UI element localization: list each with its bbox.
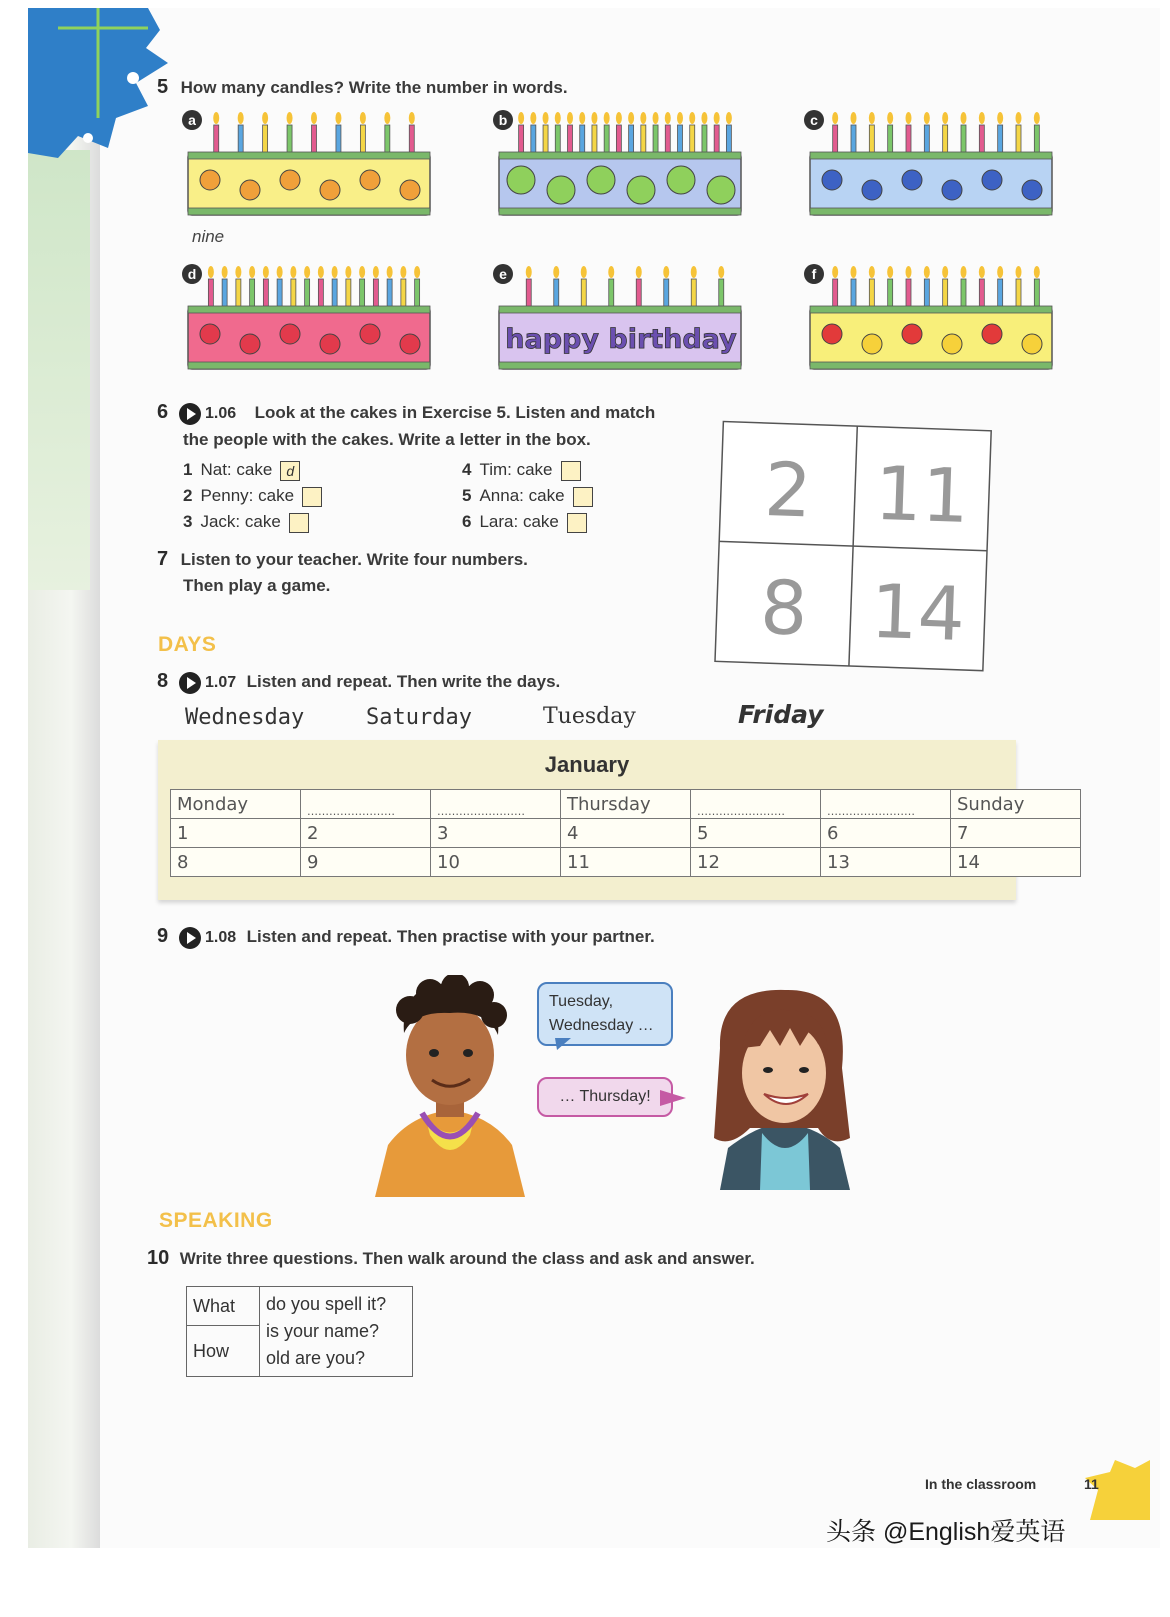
calendar-cell: 4 <box>561 819 691 848</box>
section-heading-speaking: SPEAKING <box>159 1209 273 1232</box>
candle <box>689 112 695 153</box>
candle <box>530 112 536 153</box>
cake-decoration <box>707 176 735 204</box>
answer-box[interactable]: d <box>280 461 300 481</box>
calendar-table <box>170 789 1081 877</box>
calendar-header-blank[interactable]: …………………… <box>431 790 561 819</box>
item-label: Lara: cake <box>479 512 559 531</box>
answer-box[interactable] <box>573 487 593 507</box>
watermark-text: 头条 @English爱英语 <box>826 1518 1066 1546</box>
day-word: Tuesday <box>543 704 636 729</box>
calendar-cell: 6 <box>821 819 951 848</box>
corner-splash-decoration <box>28 8 178 158</box>
cake-c <box>808 108 1056 223</box>
cake-decoration <box>902 324 922 344</box>
candle <box>869 266 875 307</box>
cake-body <box>499 153 741 215</box>
candle <box>701 112 707 153</box>
candle <box>238 112 244 153</box>
calendar-cell: 3 <box>431 819 561 848</box>
candle <box>359 266 365 307</box>
cake-decoration <box>587 166 615 194</box>
question-word: What <box>187 1287 260 1326</box>
candle <box>636 266 642 307</box>
candle <box>409 112 415 153</box>
candle <box>555 112 561 153</box>
bubble-tail <box>553 1038 573 1052</box>
candle <box>263 266 269 307</box>
cake-b <box>497 108 745 223</box>
answer-box[interactable] <box>561 461 581 481</box>
candle <box>653 112 659 153</box>
cake-decoration <box>942 334 962 354</box>
calendar-header-cell: Sunday <box>951 790 1081 819</box>
calendar-header-row <box>171 790 1081 819</box>
candle <box>726 112 732 153</box>
candle <box>581 266 587 307</box>
calendar-cell: 7 <box>951 819 1081 848</box>
cake-decoration <box>280 170 300 190</box>
calendar-cell: 5 <box>691 819 821 848</box>
candle <box>832 112 838 153</box>
cake-decoration <box>547 176 575 204</box>
exercise-7-header <box>157 548 528 571</box>
candle <box>616 112 622 153</box>
exercise-number: 6 <box>157 401 169 423</box>
answer-box[interactable] <box>289 513 309 533</box>
candle <box>851 112 857 153</box>
grid-number: 11 <box>873 450 971 541</box>
cake-drawing <box>497 108 745 223</box>
exercise-9-header <box>157 925 655 949</box>
item-number: 6 <box>462 512 472 531</box>
candle <box>579 112 585 153</box>
bubble-text-line1: Tuesday, <box>549 993 614 1010</box>
candle <box>997 266 1003 307</box>
calendar-cell: 9 <box>301 848 431 877</box>
candle <box>887 266 893 307</box>
candle <box>304 266 310 307</box>
exercise-5-header <box>157 76 568 99</box>
cake-decoration <box>400 334 420 354</box>
candle <box>961 266 967 307</box>
calendar-row <box>171 848 1081 877</box>
candle <box>942 112 948 153</box>
cake-decoration <box>320 334 340 354</box>
question-ending: do you spell it? <box>266 1294 387 1314</box>
cake-decoration <box>1022 180 1042 200</box>
item-number: 1 <box>183 460 193 479</box>
calendar-cell: 13 <box>821 848 951 877</box>
cake-drawing <box>186 108 434 223</box>
item-label: Penny: cake <box>200 486 295 505</box>
cake-f <box>808 262 1056 377</box>
cake-decoration <box>320 180 340 200</box>
exercise-instruction: Write three questions. Then walk around the class and ask and answer. <box>179 1249 755 1268</box>
candle <box>400 266 406 307</box>
cake-decoration <box>822 324 842 344</box>
item-label: Jack: cake <box>200 512 281 531</box>
exercise-number: 10 <box>147 1247 170 1269</box>
exercise-instruction: Listen and repeat. Then practise with your partner. <box>246 927 655 946</box>
match-item <box>183 512 309 533</box>
item-number: 3 <box>183 512 193 531</box>
candle <box>832 266 838 307</box>
speech-bubble-pink: … Thursday! <box>537 1077 673 1117</box>
calendar-header-blank[interactable]: …………………… <box>301 790 431 819</box>
calendar-row <box>171 819 1081 848</box>
cake-decoration <box>1022 334 1042 354</box>
candle <box>345 266 351 307</box>
item-number: 5 <box>462 486 472 505</box>
candle <box>332 266 338 307</box>
item-label: Tim: cake <box>479 460 553 479</box>
cake-decoration <box>862 180 882 200</box>
number-grid <box>705 418 997 680</box>
candle <box>869 112 875 153</box>
question-ending: is your name? <box>266 1321 380 1341</box>
cake-decoration <box>982 170 1002 190</box>
cake-decoration <box>982 324 1002 344</box>
candle <box>384 112 390 153</box>
bubble-tail <box>660 1088 688 1108</box>
question-builder-table <box>186 1286 413 1377</box>
candle <box>1016 112 1022 153</box>
candle <box>906 112 912 153</box>
cake-letter-label: b <box>493 110 513 130</box>
exercise-instruction-line1: Listen to your teacher. Write four numbers. <box>180 550 528 569</box>
candle <box>318 266 324 307</box>
candle <box>567 112 573 153</box>
calendar-header-blank[interactable]: …………………… <box>821 790 951 819</box>
item-label: Nat: cake <box>200 460 273 479</box>
cake-a <box>186 108 434 246</box>
candle <box>249 266 255 307</box>
cake-body <box>810 307 1052 369</box>
section-heading-days: DAYS <box>158 633 217 656</box>
cake-decoration <box>360 324 380 344</box>
match-item <box>183 460 300 481</box>
exercise-number: 5 <box>157 76 169 98</box>
cake-drawing <box>497 262 745 377</box>
candle <box>628 112 634 153</box>
spine-green-band <box>28 150 90 590</box>
question-ending: old are you? <box>266 1348 366 1368</box>
cake-decoration <box>627 176 655 204</box>
cake-decoration <box>822 170 842 190</box>
candle <box>262 112 268 153</box>
page-number: 11 <box>1084 1476 1099 1492</box>
grid-number: 14 <box>869 568 967 658</box>
exercise-instruction-line2: the people with the cakes. Write a letter in the box. <box>183 430 591 449</box>
candle <box>718 266 724 307</box>
match-item <box>462 512 587 533</box>
answer-box[interactable] <box>567 513 587 533</box>
candle <box>714 112 720 153</box>
cake-decoration <box>667 166 695 194</box>
candle <box>663 266 669 307</box>
candle <box>1034 266 1040 307</box>
candle <box>906 266 912 307</box>
candle <box>979 112 985 153</box>
candle <box>691 266 697 307</box>
cake-decoration <box>862 334 882 354</box>
match-item <box>183 486 322 507</box>
calendar-header-cell: Monday <box>171 790 301 819</box>
candle <box>1034 112 1040 153</box>
exercise-number: 7 <box>157 548 169 570</box>
cake-d <box>186 262 434 377</box>
calendar-header-cell: Thursday <box>561 790 691 819</box>
cake-decoration <box>942 180 962 200</box>
day-word: Saturday <box>366 705 472 730</box>
calendar-month: January <box>544 752 630 777</box>
cake-drawing <box>808 262 1056 377</box>
cake-decoration <box>360 170 380 190</box>
cake-letter-label: f <box>804 264 824 284</box>
exercise-6-header <box>157 401 655 425</box>
candle <box>222 266 228 307</box>
answer-box[interactable] <box>302 487 322 507</box>
candle <box>924 112 930 153</box>
candle <box>213 112 219 153</box>
calendar-cell: 2 <box>301 819 431 848</box>
candle <box>518 112 524 153</box>
candle <box>665 112 671 153</box>
grid-number: 8 <box>758 564 809 653</box>
cake-text: happy birthday <box>505 324 737 355</box>
calendar-cell: 1 <box>171 819 301 848</box>
cake-letter-label: a <box>182 110 202 130</box>
item-number: 4 <box>462 460 472 479</box>
cake-decoration <box>240 334 260 354</box>
audio-track-number: 1.07 <box>205 674 237 691</box>
candle <box>414 266 420 307</box>
cake-drawing <box>186 262 434 377</box>
cake-drawing <box>808 108 1056 223</box>
candle <box>287 112 293 153</box>
speech-bubble-blue <box>537 982 673 1046</box>
candle <box>979 266 985 307</box>
exercise-8-header <box>157 670 560 694</box>
exercise-instruction: Listen and repeat. Then write the days. <box>246 672 561 691</box>
calendar-cell: 8 <box>171 848 301 877</box>
candle <box>1016 266 1022 307</box>
item-label: Anna: cake <box>479 486 565 505</box>
candle <box>290 266 296 307</box>
cake-decoration <box>400 180 420 200</box>
candle <box>591 112 597 153</box>
exercise-number: 9 <box>157 925 169 947</box>
audio-track-number: 1.06 <box>205 405 237 422</box>
audio-play-icon[interactable] <box>179 403 201 425</box>
exercise-instruction: How many candles? Write the number in words. <box>180 78 568 97</box>
candle <box>604 112 610 153</box>
candle <box>277 266 283 307</box>
audio-track-number: 1.08 <box>205 929 237 946</box>
bubble-text-line2: Wednesday … <box>549 1017 654 1034</box>
calendar-cell: 12 <box>691 848 821 877</box>
cake-body <box>188 153 430 215</box>
cake-decoration <box>200 324 220 344</box>
calendar-cell: 11 <box>561 848 691 877</box>
cake-body <box>188 307 430 369</box>
girl-illustration <box>700 988 862 1190</box>
question-endings <box>260 1287 413 1377</box>
day-word: Friday <box>738 700 824 729</box>
calendar-cell: 10 <box>431 848 561 877</box>
candle <box>526 266 532 307</box>
day-word: Wednesday <box>185 705 305 730</box>
candle <box>851 266 857 307</box>
cake-e <box>497 262 745 377</box>
candle <box>208 266 214 307</box>
match-item <box>462 460 581 481</box>
calendar-header-blank[interactable]: …………………… <box>691 790 821 819</box>
candle <box>235 266 241 307</box>
cake-letter-label: d <box>182 264 202 284</box>
cake-letter-label: e <box>493 264 513 284</box>
item-number: 2 <box>183 486 193 505</box>
candle <box>942 266 948 307</box>
exercise-instruction-line2: Then play a game. <box>183 576 331 595</box>
cake-answer: nine <box>192 227 225 246</box>
cake-letter-label: c <box>804 110 824 130</box>
candle <box>387 266 393 307</box>
candle <box>311 112 317 153</box>
candle <box>961 112 967 153</box>
match-item <box>462 486 593 507</box>
boy-illustration <box>370 975 530 1197</box>
candle <box>553 266 559 307</box>
candle <box>335 112 341 153</box>
cake-decoration <box>902 170 922 190</box>
audio-play-icon[interactable] <box>179 672 201 694</box>
candle <box>924 266 930 307</box>
cake-decoration <box>200 170 220 190</box>
candle <box>997 112 1003 153</box>
cake-body <box>810 153 1052 215</box>
question-word: How <box>187 1326 260 1377</box>
grid-number: 2 <box>762 446 814 535</box>
candle <box>640 112 646 153</box>
candle <box>543 112 549 153</box>
calendar-cell: 14 <box>951 848 1081 877</box>
candle <box>373 266 379 307</box>
candle <box>887 112 893 153</box>
cake-decoration <box>240 180 260 200</box>
exercise-instruction-line1: Look at the cakes in Exercise 5. Listen and match <box>254 403 656 422</box>
candle <box>360 112 366 153</box>
cake-decoration <box>280 324 300 344</box>
exercise-10-header <box>147 1247 755 1270</box>
exercise-number: 8 <box>157 670 169 692</box>
audio-play-icon[interactable] <box>179 927 201 949</box>
candle <box>677 112 683 153</box>
footer-section-title: In the classroom <box>925 1476 1037 1492</box>
cake-decoration <box>507 166 535 194</box>
candle <box>608 266 614 307</box>
